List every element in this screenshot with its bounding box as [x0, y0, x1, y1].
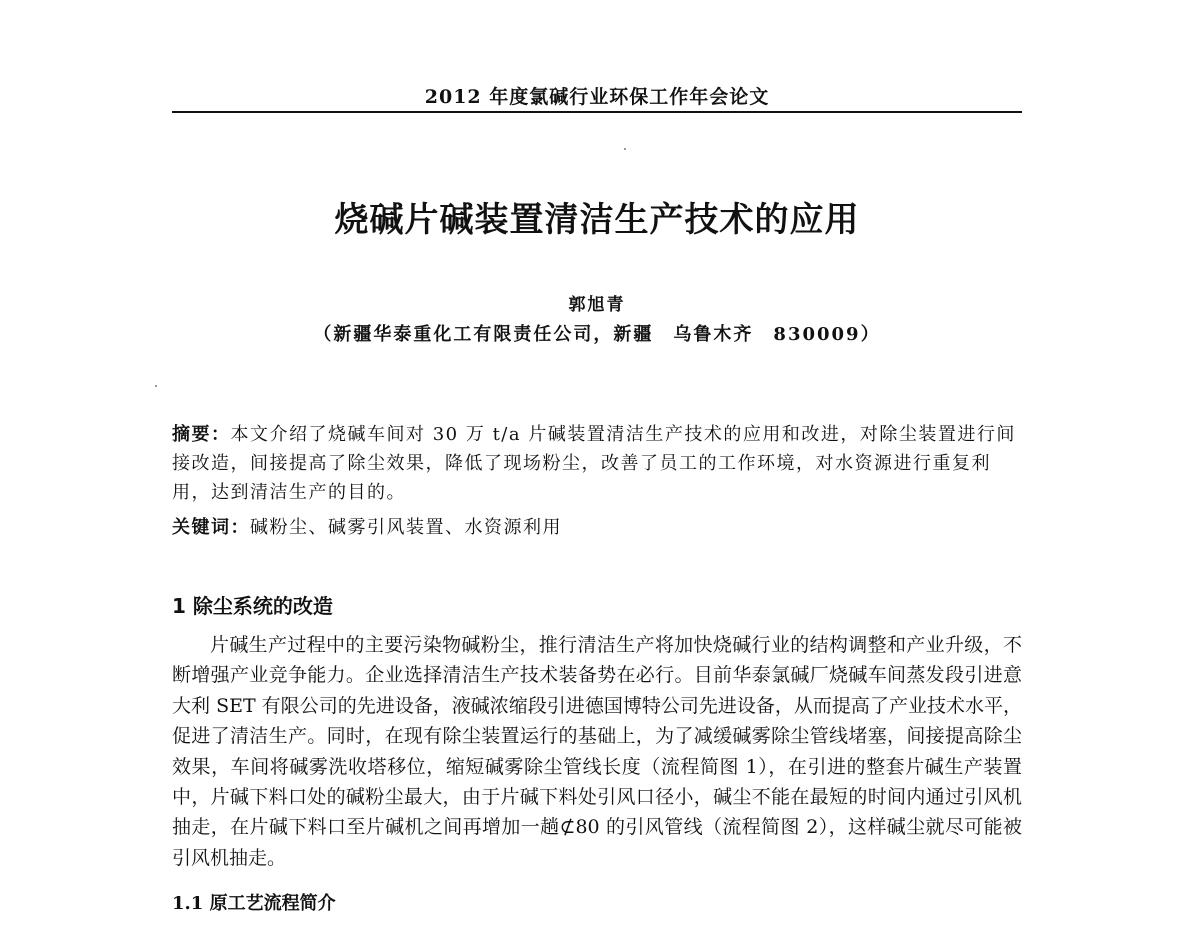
author-name: 郭旭青: [568, 295, 626, 315]
abstract: [172, 420, 1022, 507]
subsection-heading: 1.1 原工艺流程简介: [172, 893, 336, 914]
running-header: 2012 年度氯碱行业环保工作年会论文: [424, 86, 770, 108]
author-affiliation: （新疆华泰重化工有限责任公司，新疆 乌鲁木齐 830009）: [313, 324, 881, 345]
section-paragraph: 片碱生产过程中的主要污染物碱粉尘，推行清洁生产将加快烧碱行业的结构调整和产业升级，不断增强产业竞争能力。企业选择清洁生产技术装备势在必行。目前华泰氯碱厂烧碱车间蒸发段引进意大利 SET 有限公司的先进设备，液碱浓缩段引进德国博特公司先进设备，从而提高了产业技术水平，促进了清洁生产。同时，在现有除尘装置运行的基础上，为了减缓碱雾除尘管线堵塞，间接提高除尘效果，车间将碱雾洗收塔移位，缩短碱雾除尘管线长度（流程简图 1），在引进的整套片碱生产装置中，片碱下料口处的碱粉尘最大，由于片碱下料处引风口径小，碱尘不能在最短的时间内通过引风机抽走，在片碱下料口至片碱机之间再增加一趟⊄80 的引风管线（流程简图 2），这样碱尘就尽可能被引风机抽走。: [172, 634, 1022, 869]
keywords-text: 碱粉尘、碱雾引风装置、水资源利用: [250, 517, 562, 538]
abstract-label: 摘要：: [172, 424, 231, 445]
keywords: [172, 513, 1022, 542]
header-rule: [172, 111, 1022, 113]
scan-speck: [624, 148, 626, 150]
section-heading: 1 除尘系统的改造: [172, 594, 333, 618]
keywords-label: 关键词：: [172, 517, 250, 538]
abstract-text: 本文介绍了烧碱车间对 30 万 t/a 片碱装置清洁生产技术的应用和改进，对除尘装置进行间接改造，间接提高了除尘效果，降低了现场粉尘，改善了员工的工作环境，对水资源进行重复利用，达到清洁生产的目的。: [172, 424, 1016, 503]
paper-title: 烧碱片碱装置清洁生产技术的应用: [334, 200, 860, 240]
scan-speck: [155, 385, 157, 387]
